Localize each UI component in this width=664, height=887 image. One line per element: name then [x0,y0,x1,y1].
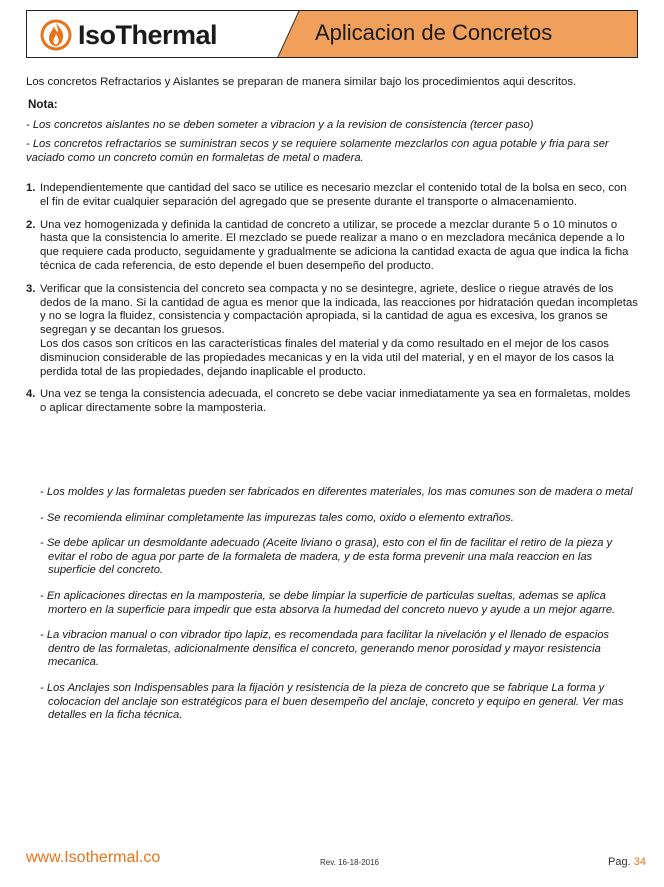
title-banner [277,11,638,58]
step-text: Una vez homogenizada y definida la cantidad de concreto a utilizar, se procede a mezclar durante 5 o 10 minutos o hasta que la consistencia lo amerite. El mezclado se puede realizar a mano o en mezcladora mecánica depende a lo que requiere cada producto, seguidamente y gradualmente se adiciona la cantidad exacta de agua que indica la ficha técnica de cada referencia, de esto depende el buen desempeño del producto. [40,218,629,272]
revision-label: Rev. 16-18-2016 [320,858,379,867]
brand-name: IsoThermal [78,19,218,50]
step-number: 4. [26,388,36,401]
page-label: Pag. [608,856,631,868]
brand-logo [39,18,217,52]
page-number-value: 34 [633,856,646,868]
step-item [26,182,638,210]
page-number [608,856,646,868]
step-number: 2. [26,218,36,231]
step-number: 3. [26,282,36,295]
bullet-item: - Los Anclajes son Indispensables para la fijación y resistencia de la pieza de concreto que se fabrique La forma y colocacion del anclaje son estratégicos para el buen desempeño del anclaje, concreto y equipo en general. Ver mas detalles en la ficha técnica. [40,681,624,722]
bullet-item: - La vibracion manual o con vibrador tipo lapiz, es recomendada para facilitar la nivelación y el llenado de espacios dentro de las formaletas, adicionalmente densifica el concreto, generando menor porosidad y mayor resistencia mecanica. [40,629,610,669]
step-text: Una vez se tenga la consistencia adecuada, el concreto se debe vaciar inmediatamente ya sea en formaletas, moldes o aplicar directamente sobre la mamposteria. [40,388,631,415]
steps-list [26,182,638,425]
bullets-list [40,486,636,735]
bullet-item: - Los moldes y las formaletas pueden ser fabricados en diferentes materiales, los mas comunes son de madera o metal [40,486,633,498]
step-text: Verificar que la consistencia del concreto sea compacta y no se desintegre, agriete, deslice o riegue através de los dedos de la mano. Si la cantidad de agua es menor que la indicada, las reacciones por hidratación quedan incompletas y no se logra la fluidez, consistencia y compactación apropiada, si la cantidad de agua es excesiva, los granos se segregan y se decantan los gruesos. [40,282,638,337]
note-item: - Los concretos refractarios se suministran secos y se requiere solamente mezclarlos con agua potable y fria para ser vaciado como un concreto común en formaletas de metal o madera. [26,138,609,164]
note-item: - Los concretos aislantes no se deben someter a vibracion y a la revision de consistencia (tercer paso) [26,119,534,131]
bullet-item: - Se recomienda eliminar completamente las impurezas tales como, oxido o elemento extraños. [40,511,514,524]
notes-list [26,118,636,170]
step-number: 1. [26,182,36,194]
intro-text: Los concretos Refractarios y Aislantes se preparan de manera similar bajo los procedimientos aqui descritos. [26,76,577,88]
step-item [26,388,638,416]
step-text: Independientemente que cantidad del saco se utilice es necesario mezclar el contenido total de la bolsa en seco, con el fin de evitar cualquier separación del agregado que se presente durante el transporte o almacenamiento. [40,182,627,208]
step-item [26,283,638,380]
bullet-item: - En aplicaciones directas en la mamposteria, se debe limpiar la superficie de particulas sueltas, ademas se aplica mortero en la superficie para impedir que esta absorva la humedad del concreto nuevo y ayude a un mejor agarre. [40,589,616,616]
step-text: Los dos casos son críticos en las características finales del material y da como resultado en el mejor de los casos disminucion considerable de las propiedades mecanicas y en la vida util del material, y en el mayor de los casos la perdida total de las propiedades, dejando inaplicable el producto. [40,337,614,378]
bullet-item: - Se debe aplicar un desmoldante adecuado (Aceite liviano o grasa), esto con el fin de facilitar el retiro de la pieza y evitar el robo de agua por parte de la formaleta de madera, y de esta forma prevenir una mala reaccion en las superficie del concreto. [40,537,613,577]
page-title: Aplicacion de Concretos [315,20,553,45]
page-header [26,10,638,58]
nota-label: Nota: [28,98,58,111]
flame-circle-icon [39,18,73,52]
website-link[interactable]: www.Isothermal.co [26,849,161,866]
step-item [26,219,638,274]
